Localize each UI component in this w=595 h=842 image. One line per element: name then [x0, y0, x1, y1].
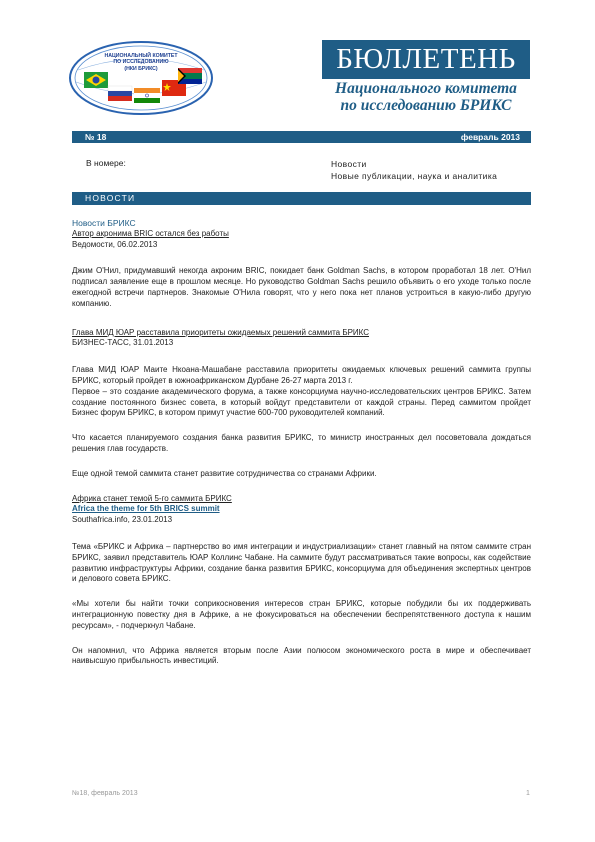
subtitle-line: Национального комитета: [335, 80, 517, 97]
news-content: [72, 218, 531, 676]
article-paragraph: Тема «БРИКС и Африка – партнерство во имя интеграции и индустриализации» станет главный на пятом саммите стран БРИКС, заявил представитель ЮАР Коллинс Чабане. На саммите будут рассматриваться такие вопросы, как содействие развитию инфраструктуры Африки, создание банка развития БРИКС, консорциума для объединения экспертных центров и делового совета БРИКС.: [72, 541, 531, 584]
article-paragraph: Что касается планируемого создания банка развития БРИКС, то министр иностранных дел посоветовала дождаться решения глав государств.: [72, 433, 531, 453]
russia-flag-icon: [108, 86, 132, 101]
logo-caption-line: НАЦИОНАЛЬНЫЙ КОМИТЕТ: [104, 53, 178, 59]
article-paragraph: Джим О'Нил, придумавший некогда акроним BRIC, покидает банк Goldman Sachs, в котором проработал 18 лет. О'Нил подписал заявление еще в прошлом месяце. Но руководство Goldman Sachs решило объявить о его уходе только после ежегодной встречи партнеров. Знакомые О'Нила говорят, что у него пока нет планов устроиться в какую-либо другую компанию.: [72, 266, 531, 308]
toc-item-news[interactable]: Новости: [331, 159, 367, 169]
article: [72, 229, 531, 310]
article-paragraph: «Мы хотели бы найти точки соприкосновения интересов стран БРИКС, которые побудили бы их поддерживать интеграционную повестку дня в Африке, а не фокусироваться на обеспечении беспрепятственного доступа к нашим ресурсам», - подчеркнул Чабане.: [72, 599, 531, 630]
india-flag-icon: [134, 88, 160, 103]
brazil-flag-icon: [84, 72, 108, 88]
article: [72, 494, 531, 668]
article-paragraph: Он напомнил, что Африка является вторым после Азии полюсом экономического роста в мире и обеспечивает наивысшую прибыльность инвестиций.: [72, 645, 531, 666]
brics-committee-logo: [68, 40, 214, 116]
issue-date: февраль 2013: [460, 132, 520, 142]
issue-bar: [72, 131, 531, 143]
article-source: БИЗНЕС-ТАСС, 31.01.2013: [72, 338, 174, 348]
news-section-bar: [72, 192, 531, 205]
article-paragraph: Первое – это создание академического форума, а также консорциума научно-исследовательских центров БРИКС. Затем создание постоянного бизнес совета, в который войдут представители от каждой страны. Перед саммитом пройдет Бизнес форум БРИКС, в котором примут участие 600-700 руководителей компаний.: [72, 386, 531, 418]
logo-caption-line: (НКИ БРИКС): [124, 65, 158, 72]
article-title[interactable]: Глава МИД ЮАР расставила приоритеты ожидаемых решений саммита БРИКС: [72, 327, 369, 337]
footer-issue: №18, февраль 2013: [72, 790, 138, 797]
article-source: Ведомости, 06.02.2013: [72, 239, 158, 249]
article-paragraph: Еще одной темой саммита станет развитие сотрудничества со странами Африки.: [72, 468, 377, 478]
article: [72, 328, 531, 480]
toc-label: В номере:: [86, 158, 126, 168]
toc-item-publications[interactable]: Новые публикации, наука и аналитика: [331, 171, 498, 181]
article-title-english[interactable]: Africa the theme for 5th BRICS summit: [72, 504, 220, 514]
toc-list: [331, 158, 497, 182]
logo-caption-line: ПО ИССЛЕДОВАНИЮ: [113, 59, 169, 66]
bulletin-title: БЮЛЛЕТЕНЬ: [322, 40, 530, 79]
section-heading: Новости БРИКС: [72, 218, 136, 228]
news-section-label: НОВОСТИ: [85, 193, 136, 203]
logo-caption: [68, 53, 214, 72]
article-title[interactable]: Африка станет темой 5-го саммита БРИКС: [72, 493, 232, 503]
globe-emblem-icon: [68, 40, 214, 116]
article-source: Southafrica.info, 23.01.2013: [72, 515, 173, 525]
article-paragraph: Глава МИД ЮАР Маите Нкоана-Машабане расставила приоритеты ожидаемых ключевых решений саммита группы БРИКС, который пройдет в южноафриканском Дурбане 26-27 марта 2013 г.: [72, 365, 531, 385]
subtitle-line: по исследованию БРИКС: [340, 97, 512, 114]
article-title[interactable]: Автор акронима BRIC остался без работы: [72, 228, 229, 238]
issue-number: № 18: [85, 132, 107, 142]
page-number: 1: [526, 790, 530, 797]
bulletin-subtitle: [322, 80, 530, 114]
